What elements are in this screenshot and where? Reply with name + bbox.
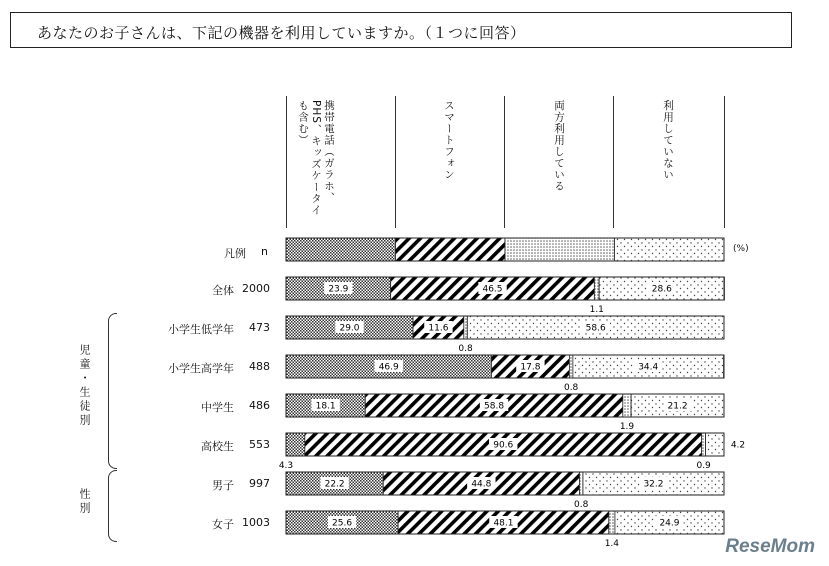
header-mobile-phone: 携帯電話（ガラホ、PHS、キッズケータイも含む） — [297, 100, 335, 216]
data-label: 48.1 — [493, 518, 514, 529]
row-bar-4-segment-3 — [706, 433, 724, 456]
row-label: 男子 — [212, 479, 234, 492]
data-label: 58.8 — [484, 401, 505, 412]
data-label: 32.2 — [643, 479, 664, 490]
row-label: 女子 — [212, 518, 234, 531]
data-label: 46.5 — [482, 284, 503, 295]
row-n-value: 2000 — [242, 282, 270, 295]
data-label: 1.1 — [589, 305, 604, 315]
data-label: 21.2 — [667, 401, 688, 412]
row-label: 小学生低学年 — [168, 323, 234, 336]
unit-label: (%) — [733, 244, 749, 254]
data-label: 0.8 — [563, 383, 579, 393]
group-label-gender: 性別 — [78, 488, 91, 516]
row-bar-4-segment-2 — [702, 433, 706, 456]
row-bar-2-segment-2 — [569, 355, 573, 378]
header-smartphone: スマートフォン — [443, 100, 455, 181]
legend-bar-segment-0 — [286, 238, 396, 261]
row-bar-4-segment-0 — [286, 433, 305, 456]
legend-row-label: 凡例 — [224, 247, 246, 260]
row-bar-6-segment-2 — [609, 511, 615, 534]
data-label: 1.4 — [604, 539, 620, 549]
row-n-value: 486 — [249, 399, 270, 412]
row-n-value: 488 — [249, 360, 270, 373]
data-label: 1.9 — [619, 422, 635, 432]
row-bar-0-segment-2 — [594, 277, 599, 300]
legend-n-label: n — [261, 245, 268, 258]
data-label: 0.8 — [574, 500, 589, 510]
data-label: 11.6 — [428, 323, 449, 334]
data-label: 28.6 — [651, 284, 672, 295]
data-label: 22.2 — [324, 479, 345, 490]
row-bar-1-segment-2 — [464, 316, 468, 339]
group-label-school: 児童・生徒別 — [78, 344, 91, 428]
data-label: 29.0 — [339, 323, 360, 334]
row-label: 中学生 — [201, 401, 234, 414]
row-n-value: 1003 — [242, 516, 270, 529]
data-label: 4.3 — [278, 461, 294, 471]
row-n-value: 553 — [249, 438, 270, 451]
data-label: 44.8 — [471, 479, 492, 490]
row-n-value: 473 — [249, 321, 270, 334]
legend-bar-segment-1 — [396, 238, 506, 261]
row-n-value: 997 — [249, 477, 270, 490]
header-both: 両方利用している — [553, 100, 565, 192]
row-bar-3-segment-2 — [623, 394, 631, 417]
data-label: 0.9 — [696, 461, 711, 471]
data-label: 17.8 — [520, 362, 541, 373]
data-label: 0.8 — [458, 344, 473, 354]
data-label: 18.1 — [315, 401, 336, 412]
question-text: あなたのお子さんは、下記の機器を利用していますか。（１つに回答） — [37, 24, 526, 42]
data-label: 25.6 — [332, 518, 353, 529]
data-label: 46.9 — [378, 362, 399, 373]
data-label: 4.2 — [730, 440, 746, 451]
row-label: 高校生 — [201, 440, 234, 453]
data-label: 24.9 — [659, 518, 680, 529]
legend-bar-segment-3 — [615, 238, 725, 261]
row-bar-5-segment-2 — [579, 472, 583, 495]
data-label: 58.6 — [585, 323, 606, 334]
row-label: 全体 — [212, 284, 234, 297]
data-label: 34.4 — [638, 362, 659, 373]
data-label: 90.6 — [493, 440, 514, 451]
legend-bar-segment-2 — [505, 238, 615, 261]
data-label: 23.9 — [328, 284, 349, 295]
header-none: 利用していない — [662, 100, 674, 181]
row-label: 小学生高学年 — [168, 362, 234, 375]
watermark-logo: ReseMom — [725, 536, 815, 557]
